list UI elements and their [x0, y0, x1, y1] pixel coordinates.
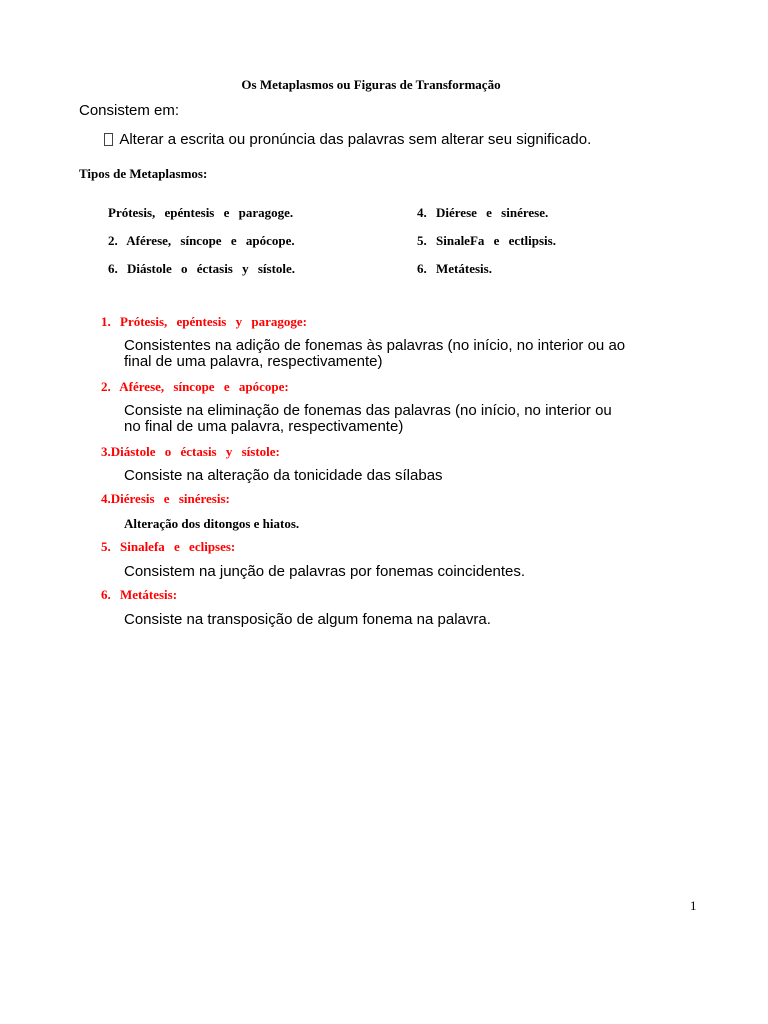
section-heading: 1. Prótesis, epéntesis y paragoge:: [101, 314, 307, 329]
section-body-line: no final de uma palavra, respectivamente): [124, 418, 404, 435]
intro-bullet-text: Alterar a escrita ou pronúncia das palavras sem alterar seu significado.: [119, 131, 592, 148]
section-body: Alteração dos ditongos e hiatos.: [124, 516, 300, 531]
type-item: 6. Metátesis.: [417, 261, 492, 276]
section-heading: 5. Sinalefa e eclipses:: [101, 539, 236, 554]
section-body: Consistem na junção de palavras por fonemas coincidentes.: [124, 563, 526, 580]
section-body-line: Consistentes na adição de fonemas às palavras (no início, no interior ou ao: [124, 337, 626, 354]
intro-label: Consistem em:: [79, 102, 180, 119]
type-item: 2. Aférese, síncope e apócope.: [108, 233, 295, 248]
section-body-line: Consiste na eliminação de fonemas das palavras (no início, no interior ou: [124, 402, 612, 419]
page-number: 1: [690, 898, 697, 913]
type-item: 5. SinaleFa e ectlipsis.: [417, 233, 556, 248]
missing-glyph-icon: [104, 133, 113, 146]
intro-bullet-item: [104, 131, 591, 148]
types-heading: Tipos de Metaplasmos:: [79, 166, 208, 181]
type-item: Prótesis, epéntesis e paragoge.: [108, 205, 294, 220]
section-body: Consiste na alteração da tonicidade das sílabas: [124, 467, 443, 484]
section-heading: 3.Diástole o éctasis y sístole:: [101, 444, 280, 459]
section-heading: 6. Metátesis:: [101, 587, 178, 602]
section-body: Consiste na transposição de algum fonema na palavra.: [124, 611, 491, 628]
type-item: 6. Diástole o éctasis y sístole.: [108, 261, 296, 276]
document-title: Os Metaplasmos ou Figuras de Transformação: [241, 77, 501, 92]
section-heading: 4.Diéresis e sinéresis:: [101, 491, 230, 506]
type-item: 4. Diérese e sinérese.: [417, 205, 549, 220]
section-body-line: final de uma palavra, respectivamente): [124, 353, 383, 370]
section-heading: 2. Aférese, síncope e apócope:: [101, 379, 289, 394]
